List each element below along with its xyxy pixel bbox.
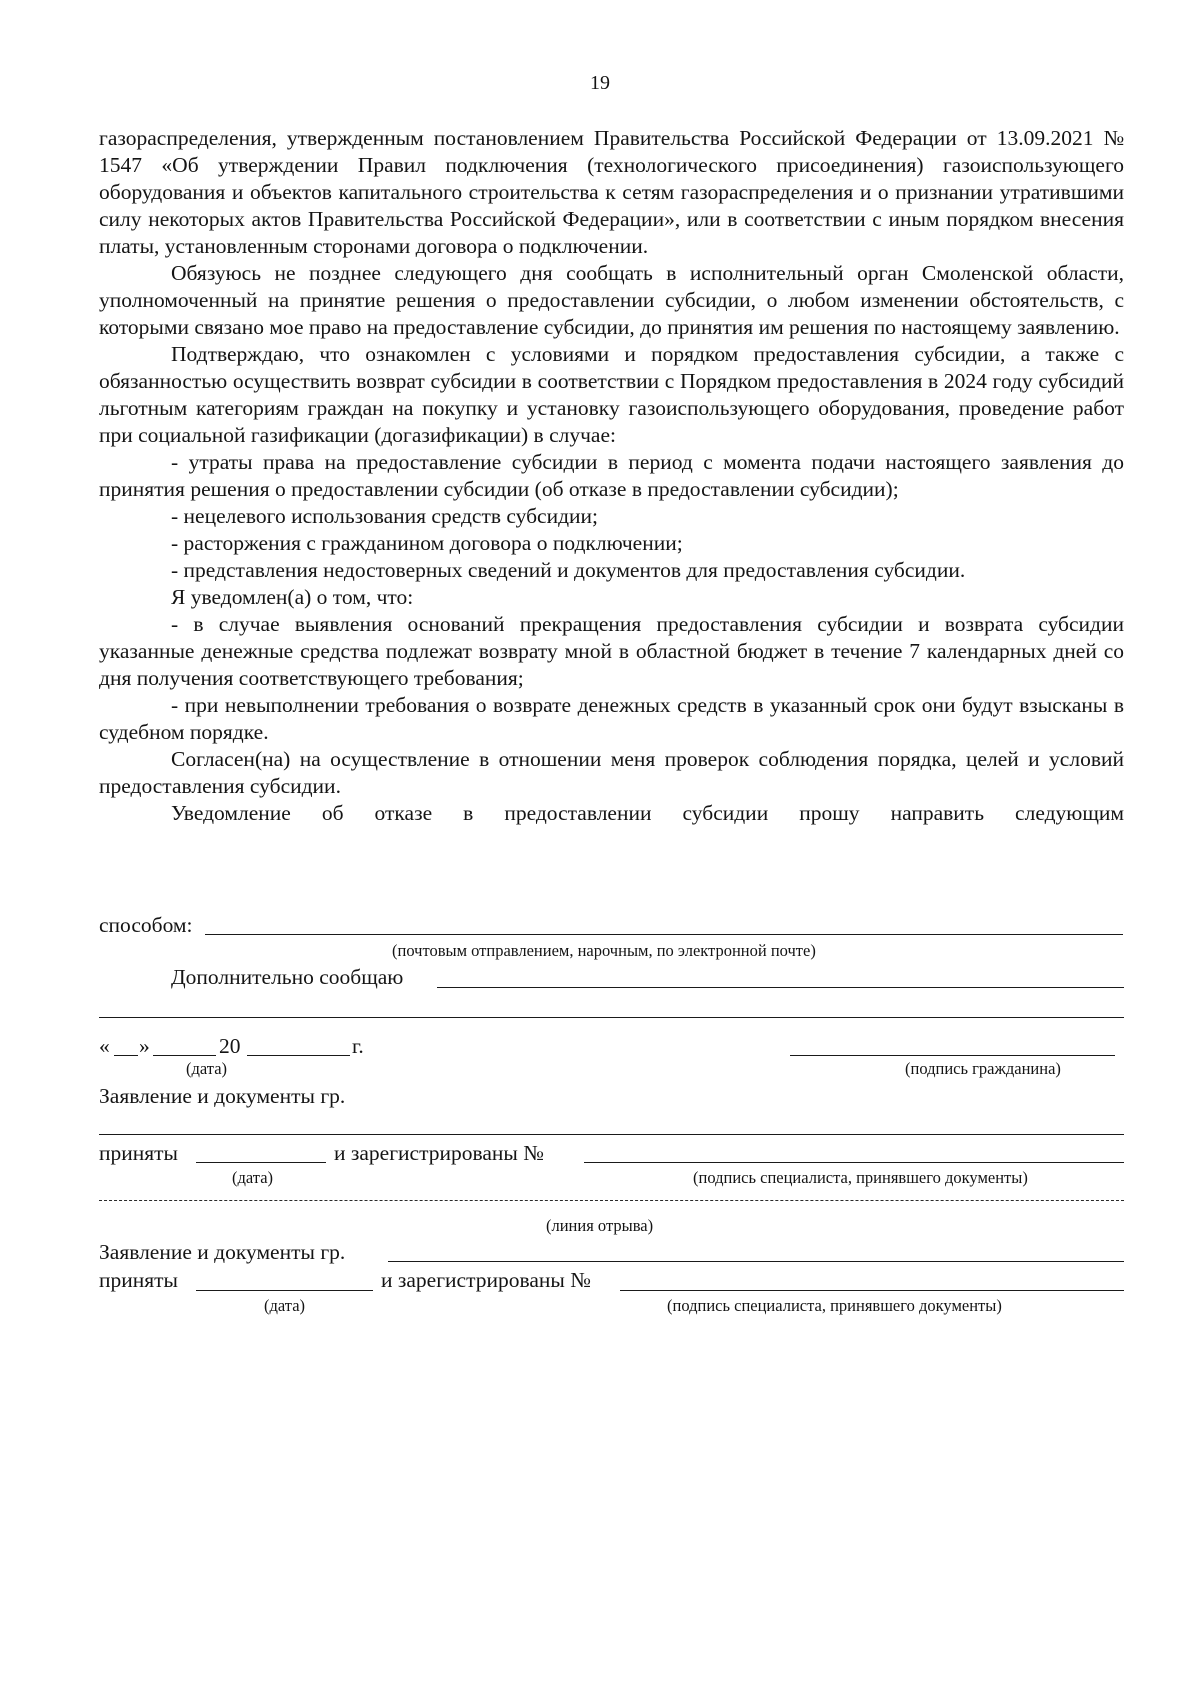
page-number: 19 — [590, 72, 610, 94]
accepted-date-hint-2: (дата) — [264, 1296, 306, 1315]
list-item-court: - при невыполнении требования о возврате денежных средств в указанный срок они будут взысканы в судебном порядке. — [99, 693, 1124, 744]
accepted-date-line[interactable] — [196, 1162, 326, 1163]
paragraph-confirmation: Подтверждаю, что ознакомлен с условиями и порядком предоставления субсидии, а также с обязанностью осуществить возврат субсидии в соответствии с Порядком предоставления в 2024 году субсидий льготным категориям граждан на покупку и установку газоиспользующего оборудования, проведение работ при социальной газификации (догазификации) в случае: — [99, 342, 1124, 447]
paragraph-gas-distribution: газораспределения, утвержденным постановлением Правительства Российской Федерации от 13.09.2021 № 1547 «Об утверждении Правил подключения (технологического присоединения) газоиспользующего оборудования и объектов капитального строительства к сетям газораспределения и о признании утратившими силу некоторых актов Правительства Российской Федерации», или в соответствии с иным порядком внесения платы, установленным сторонами договора о подключении. — [99, 126, 1124, 258]
specialist-signature-hint-2: (подпись специалиста, принявшего документы) — [667, 1296, 1002, 1315]
registration-number-line[interactable] — [584, 1162, 1124, 1163]
paragraph-obligation: Обязуюсь не позднее следующего дня сообщать в исполнительный орган Смоленской области, уполномоченный на принятие решения о предоставлении субсидии, о любом изменении обстоятельств, с которыми связано мое право на предоставление субсидии, до принятия им решения по настоящему заявлению. — [99, 261, 1124, 339]
date-year-line[interactable] — [247, 1055, 350, 1056]
date-open-quote: « — [99, 1034, 110, 1058]
docs-citizen-line-2[interactable] — [388, 1261, 1124, 1262]
paragraph-consent: Согласен(на) на осуществление в отношении меня проверок соблюдения порядка, целей и условий предоставления субсидии. — [99, 747, 1124, 798]
method-input-line[interactable] — [205, 934, 1123, 935]
list-item-refund: - в случае выявления оснований прекращения предоставления субсидии и возврата субсидии указанные денежные средства подлежат возврату мной в областной бюджет в течение 7 календарных дней со дня получения соответствующего требования; — [99, 612, 1124, 690]
paragraph-refusal-notice: Уведомление об отказе в предоставлении субсидии прошу направить следующим — [171, 801, 1124, 825]
accepted-date-line-2[interactable] — [196, 1290, 373, 1291]
date-year-suffix: г. — [352, 1034, 364, 1058]
docs-label: Заявление и документы гр. — [99, 1084, 346, 1108]
additional-input-line[interactable] — [437, 987, 1124, 988]
docs-label-2: Заявление и документы гр. — [99, 1240, 346, 1264]
list-item-loss-of-right: - утраты права на предоставление субсидии в период с момента подачи настоящего заявления до принятия решения о предоставлении субсидии (об отказе в предоставлении субсидии); — [99, 450, 1124, 501]
specialist-signature-hint: (подпись специалиста, принявшего документы) — [693, 1168, 1028, 1187]
citizen-signature-line[interactable] — [790, 1055, 1115, 1056]
additional-input-line-2[interactable] — [99, 1017, 1124, 1018]
docs-citizen-line[interactable] — [99, 1134, 1124, 1135]
citizen-signature-hint: (подпись гражданина) — [905, 1059, 1061, 1078]
method-hint: (почтовым отправлением, нарочным, по электронной почте) — [392, 941, 816, 960]
date-year-prefix: 20 — [219, 1034, 241, 1058]
tear-line — [99, 1200, 1124, 1201]
body-text — [99, 125, 1124, 827]
method-label: способом: — [99, 913, 193, 937]
registered-label: и зарегистрированы № — [334, 1141, 544, 1165]
additional-label: Дополнительно сообщаю — [171, 965, 404, 989]
registered-label-2: и зарегистрированы № — [381, 1268, 591, 1292]
registration-number-line-2[interactable] — [620, 1290, 1124, 1291]
date-hint: (дата) — [186, 1059, 228, 1078]
tear-line-hint: (линия отрыва) — [546, 1216, 654, 1235]
date-day-line[interactable] — [114, 1055, 138, 1056]
list-item-false-info: - представления недостоверных сведений и документов для предоставления субсидии. — [171, 558, 966, 582]
paragraph-notified: Я уведомлен(а) о том, что: — [171, 585, 414, 609]
accepted-label-2: приняты — [99, 1268, 178, 1292]
list-item-termination: - расторжения с гражданином договора о подключении; — [171, 531, 683, 555]
date-month-line[interactable] — [153, 1055, 216, 1056]
accepted-label: приняты — [99, 1141, 178, 1165]
accepted-date-hint: (дата) — [232, 1168, 274, 1187]
date-close-quote: » — [139, 1034, 150, 1058]
list-item-misuse: - нецелевого использования средств субсидии; — [171, 504, 599, 528]
